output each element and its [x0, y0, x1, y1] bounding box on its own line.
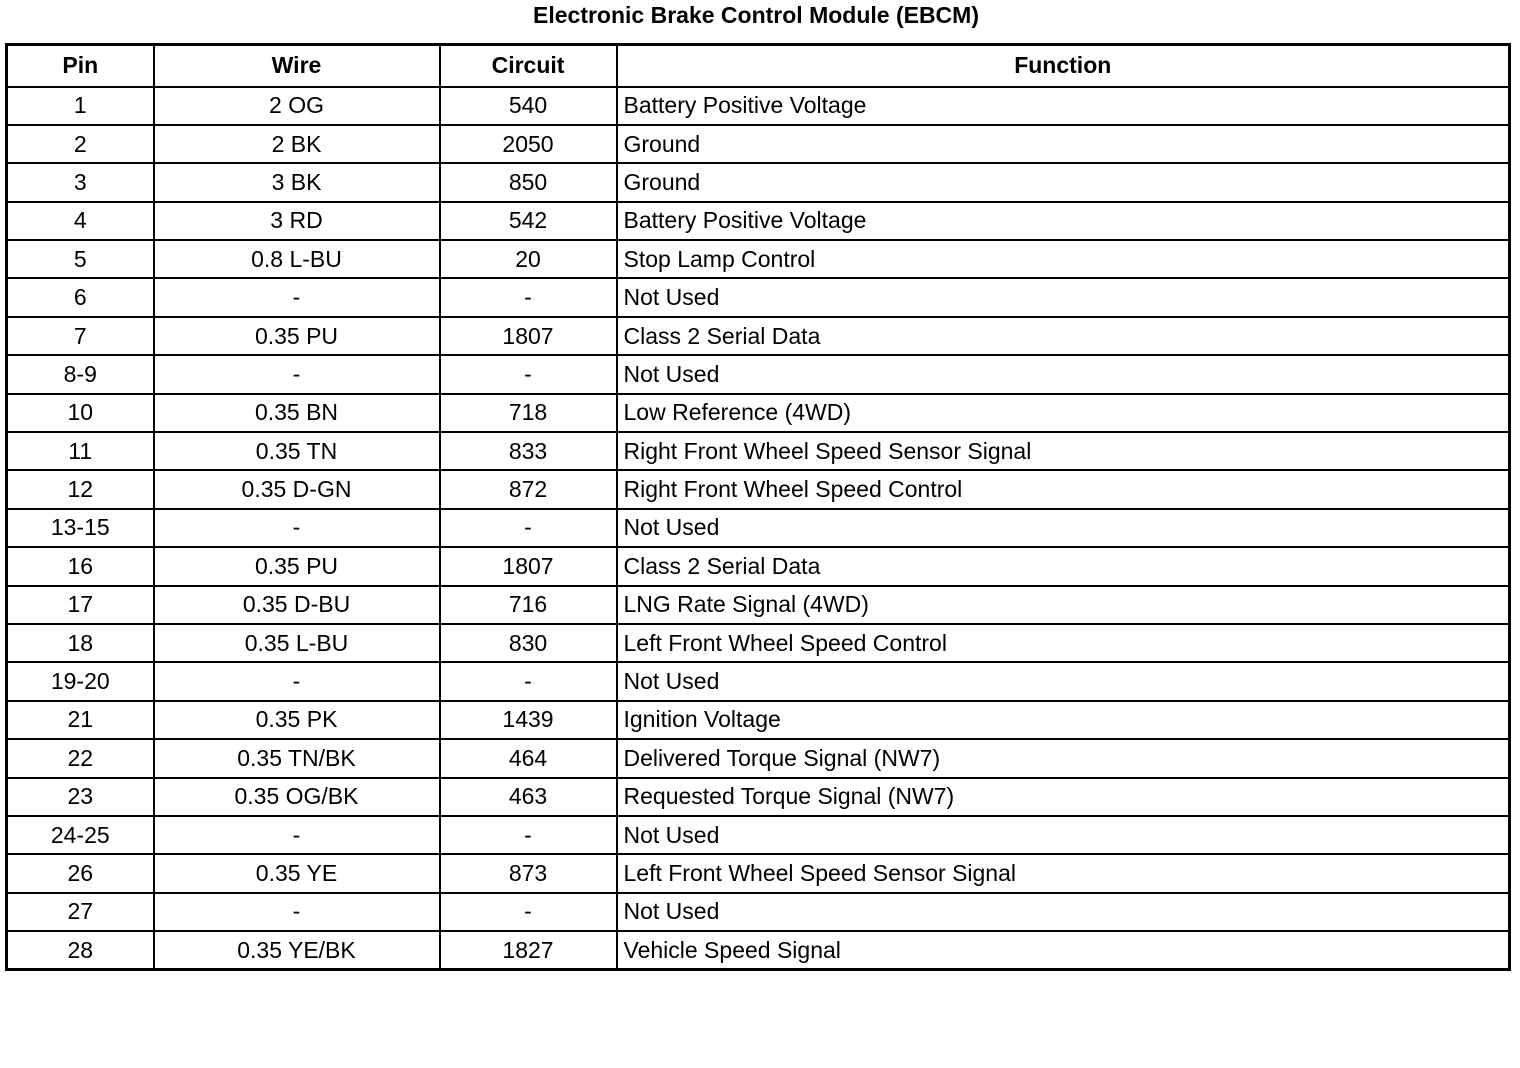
pin-cell: 28 [7, 931, 154, 969]
wire-cell: 0.35 L-BU [154, 624, 440, 662]
pin-cell: 23 [7, 778, 154, 816]
wire-cell: 0.35 D-BU [154, 586, 440, 624]
circuit-cell: 20 [440, 240, 617, 278]
circuit-cell: 850 [440, 163, 617, 201]
column-header-pin: Pin [7, 45, 154, 87]
circuit-cell: 1807 [440, 317, 617, 355]
table-row [7, 509, 1510, 547]
function-cell: Right Front Wheel Speed Control [617, 470, 1510, 508]
table-row [7, 701, 1510, 739]
function-cell: Ground [617, 125, 1510, 163]
circuit-cell: - [440, 355, 617, 393]
pin-cell: 11 [7, 432, 154, 470]
table-row [7, 893, 1510, 931]
table-row [7, 317, 1510, 355]
function-cell: Delivered Torque Signal (NW7) [617, 739, 1510, 777]
table-row [7, 87, 1510, 125]
function-cell: Right Front Wheel Speed Sensor Signal [617, 432, 1510, 470]
wire-cell: 2 BK [154, 125, 440, 163]
pin-cell: 24-25 [7, 816, 154, 854]
pin-cell: 18 [7, 624, 154, 662]
function-cell: Requested Torque Signal (NW7) [617, 778, 1510, 816]
table-row [7, 470, 1510, 508]
wire-cell: 0.35 YE [154, 854, 440, 892]
table-row [7, 739, 1510, 777]
pin-cell: 26 [7, 854, 154, 892]
table-body [7, 87, 1510, 970]
wire-cell: 0.35 YE/BK [154, 931, 440, 969]
wire-cell: - [154, 355, 440, 393]
pin-cell: 22 [7, 739, 154, 777]
function-cell: Low Reference (4WD) [617, 394, 1510, 432]
table-row [7, 240, 1510, 278]
wire-cell: 0.35 TN/BK [154, 739, 440, 777]
column-header-circuit: Circuit [440, 45, 617, 87]
function-cell: Ignition Voltage [617, 701, 1510, 739]
pin-cell: 17 [7, 586, 154, 624]
wire-cell: 0.35 OG/BK [154, 778, 440, 816]
circuit-cell: 716 [440, 586, 617, 624]
wire-cell: 0.35 PU [154, 317, 440, 355]
function-cell: Ground [617, 163, 1510, 201]
pin-cell: 6 [7, 278, 154, 316]
pin-cell: 1 [7, 87, 154, 125]
table-row [7, 778, 1510, 816]
circuit-cell: 1827 [440, 931, 617, 969]
function-cell: Vehicle Speed Signal [617, 931, 1510, 969]
table-row [7, 662, 1510, 700]
circuit-cell: 872 [440, 470, 617, 508]
wire-cell: 0.35 D-GN [154, 470, 440, 508]
function-cell: Battery Positive Voltage [617, 87, 1510, 125]
function-cell: Not Used [617, 893, 1510, 931]
pin-cell: 21 [7, 701, 154, 739]
function-cell: Class 2 Serial Data [617, 317, 1510, 355]
table-row [7, 547, 1510, 585]
wire-cell: 0.35 TN [154, 432, 440, 470]
table-row [7, 432, 1510, 470]
function-cell: Not Used [617, 355, 1510, 393]
wire-cell: - [154, 509, 440, 547]
function-cell: Battery Positive Voltage [617, 202, 1510, 240]
pin-cell: 5 [7, 240, 154, 278]
table-row [7, 163, 1510, 201]
circuit-cell: 540 [440, 87, 617, 125]
function-cell: Not Used [617, 662, 1510, 700]
table-row [7, 394, 1510, 432]
function-cell: Stop Lamp Control [617, 240, 1510, 278]
circuit-cell: - [440, 816, 617, 854]
circuit-cell: - [440, 509, 617, 547]
pin-cell: 16 [7, 547, 154, 585]
circuit-cell: 873 [440, 854, 617, 892]
table-row [7, 125, 1510, 163]
table-row [7, 202, 1510, 240]
circuit-cell: 542 [440, 202, 617, 240]
circuit-cell: 830 [440, 624, 617, 662]
pin-cell: 12 [7, 470, 154, 508]
pin-cell: 13-15 [7, 509, 154, 547]
pin-cell: 27 [7, 893, 154, 931]
table-row [7, 278, 1510, 316]
pin-cell: 7 [7, 317, 154, 355]
circuit-cell: 1439 [440, 701, 617, 739]
circuit-cell: 464 [440, 739, 617, 777]
table-row [7, 931, 1510, 969]
pin-cell: 8-9 [7, 355, 154, 393]
function-cell: LNG Rate Signal (4WD) [617, 586, 1510, 624]
table-row [7, 355, 1510, 393]
column-header-wire: Wire [154, 45, 440, 87]
pin-cell: 19-20 [7, 662, 154, 700]
circuit-cell: 2050 [440, 125, 617, 163]
pin-cell: 10 [7, 394, 154, 432]
wire-cell: 0.35 BN [154, 394, 440, 432]
function-cell: Left Front Wheel Speed Control [617, 624, 1510, 662]
wire-cell: 3 RD [154, 202, 440, 240]
pin-cell: 2 [7, 125, 154, 163]
pin-cell: 3 [7, 163, 154, 201]
wire-cell: 2 OG [154, 87, 440, 125]
wire-cell: - [154, 816, 440, 854]
wire-cell: - [154, 893, 440, 931]
circuit-cell: 833 [440, 432, 617, 470]
circuit-cell: - [440, 893, 617, 931]
circuit-cell: - [440, 662, 617, 700]
wire-cell: 0.35 PU [154, 547, 440, 585]
table-row [7, 586, 1510, 624]
table-row [7, 624, 1510, 662]
function-cell: Class 2 Serial Data [617, 547, 1510, 585]
pinout-table [5, 43, 1511, 971]
column-header-function: Function [617, 45, 1510, 87]
wire-cell: 0.8 L-BU [154, 240, 440, 278]
table-header-row [7, 45, 1510, 87]
wire-cell: - [154, 278, 440, 316]
function-cell: Not Used [617, 278, 1510, 316]
function-cell: Left Front Wheel Speed Sensor Signal [617, 854, 1510, 892]
table-row [7, 854, 1510, 892]
wire-cell: 0.35 PK [154, 701, 440, 739]
circuit-cell: 1807 [440, 547, 617, 585]
circuit-cell: 718 [440, 394, 617, 432]
page-title: Electronic Brake Control Module (EBCM) [533, 2, 979, 28]
function-cell: Not Used [617, 509, 1510, 547]
wire-cell: - [154, 662, 440, 700]
function-cell: Not Used [617, 816, 1510, 854]
table-row [7, 816, 1510, 854]
circuit-cell: - [440, 278, 617, 316]
circuit-cell: 463 [440, 778, 617, 816]
pin-cell: 4 [7, 202, 154, 240]
wire-cell: 3 BK [154, 163, 440, 201]
